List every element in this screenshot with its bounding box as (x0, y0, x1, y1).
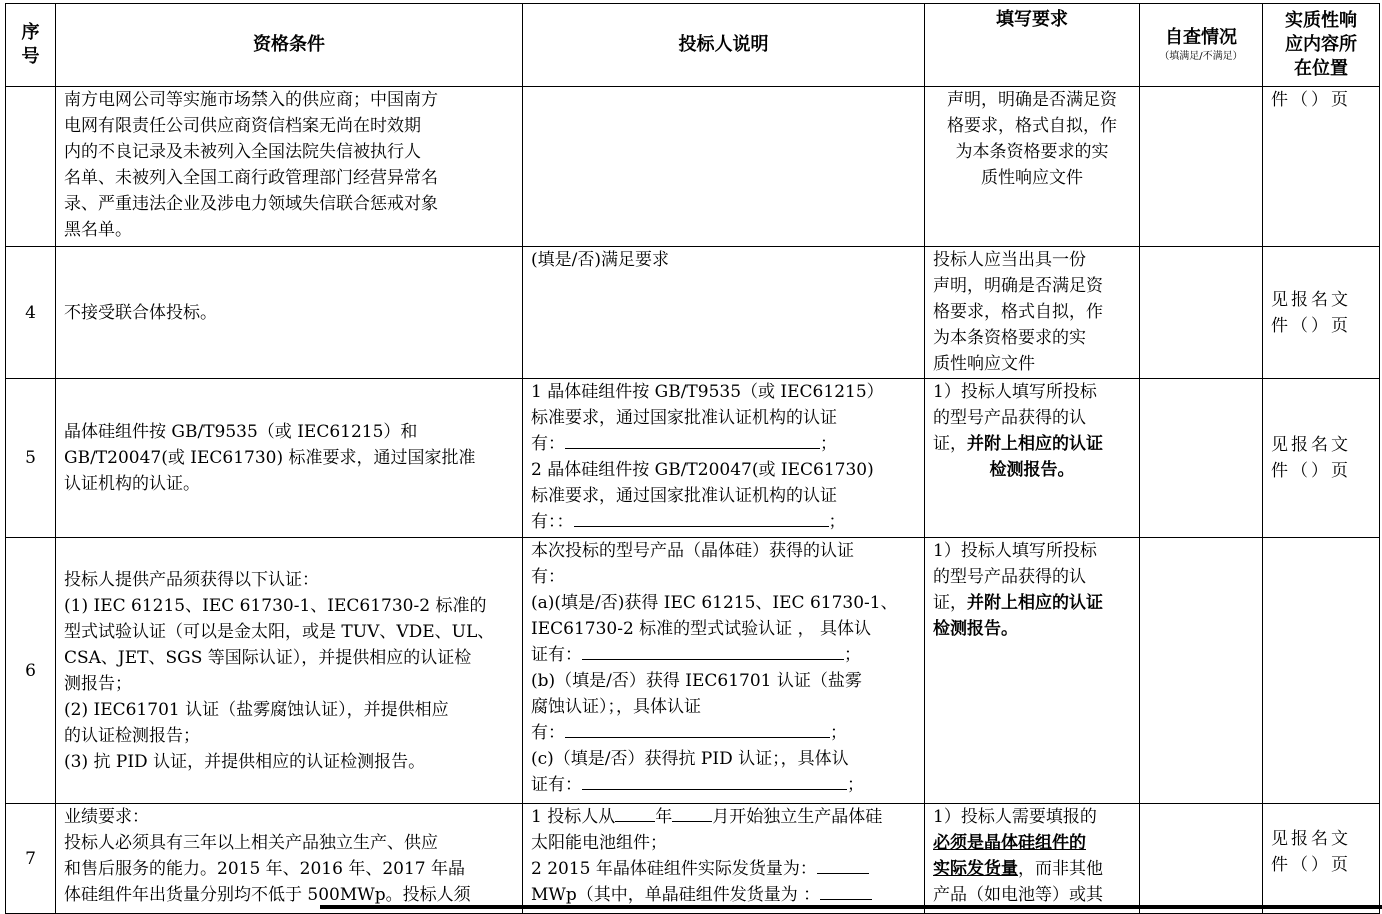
row-fill-requirement: 声明，明确是否满足资 格要求，格式自拟，作 为本条资格要求的实 质性响应文件 (925, 87, 1140, 247)
row-self-check[interactable] (1140, 804, 1263, 914)
blank-field[interactable] (565, 720, 830, 738)
row-condition: 不接受联合体投标。 (56, 247, 523, 379)
header-self-check: 自查情况 （填满足/不满足） (1140, 4, 1263, 87)
row-seq: 4 (6, 247, 56, 379)
table-row (6, 247, 1380, 379)
row-location: 见报名文 件（）页 (1263, 247, 1380, 379)
row-bidder-note[interactable]: 本次投标的型号产品（晶体硅）获得的认证 有： (a)(填是/否)获得 IEC 61215、IEC 61730-1、 IEC61730-2 标准的型式试验认证 ， 具体认 证有： ； (b)（填是/否）获得 IEC61701 认证（盐雾 腐蚀认证）；，具体认证 有： ； (c)（填是/否）获得抗 PID 认证；，具体认 证有： ； (523, 538, 925, 804)
header-self-check-hint: （填满足/不满足） (1159, 51, 1243, 62)
row-seq: 7 (6, 804, 56, 914)
row-seq: 6 (6, 538, 56, 804)
row-self-check[interactable] (1140, 538, 1263, 804)
row-fill-requirement: 1）投标人需要填报的 必须是晶体硅组件的 实际发货量，而非其他 产品（如电池等）或其 (925, 804, 1140, 914)
header-fill-requirement: 填写要求 (925, 4, 1140, 87)
header-bidder-note: 投标人说明 (523, 4, 925, 87)
row-bidder-note[interactable] (523, 87, 925, 247)
row-location (1263, 538, 1380, 804)
row-location: 见报名文 件（）页 (1263, 379, 1380, 538)
table-row (6, 87, 1380, 247)
table-header-row (6, 4, 1380, 87)
row-seq (6, 87, 56, 247)
row-bidder-note[interactable]: 1 投标人从 年 月开始独立生产晶体硅 太阳能电池组件； 2 2015 年晶体硅组件实际发货量为： MWp（其中，单晶硅组件发货量为 ： (523, 804, 925, 914)
row-fill-requirement: 投标人应当出具一份 声明，明确是否满足资 格要求，格式自拟，作 为本条资格要求的实 质性响应文件 (925, 247, 1140, 379)
table-row (6, 379, 1380, 538)
blank-year[interactable] (615, 804, 655, 822)
row-condition: 业绩要求： 投标人必须具有三年以上相关产品独立生产、供应 和售后服务的能力。2015 年、2016 年、2017 年晶 体硅组件年出货量分别均不低于 500MWp。投标人须 (56, 804, 523, 914)
table-row (6, 538, 1380, 804)
header-location: 实质性响 应内容所 在位置 (1263, 4, 1380, 87)
row-fill-requirement: 1）投标人填写所投标 的型号产品获得的认 证，并附上相应的认证 检测报告。 (925, 379, 1140, 538)
table-row (6, 804, 1380, 914)
blank-field[interactable] (582, 772, 847, 790)
row-location: 件（）页 (1263, 87, 1380, 247)
blank-month[interactable] (672, 804, 712, 822)
blank-field[interactable] (565, 431, 820, 449)
row-condition: 南方电网公司等实施市场禁入的供应商；中国南方 电网有限责任公司供应商资信档案无尚在时效期 内的不良记录及未被列入全国法院失信被执行人 名单、未被列入全国工商行政管理部门经营异常名 录、严重违法企业及涉电力领域失信联合惩戒对象 黑名单。 (56, 87, 523, 247)
row-fill-requirement: 1）投标人填写所投标 的型号产品获得的认 证，并附上相应的认证 检测报告。 (925, 538, 1140, 804)
blank-field[interactable] (574, 509, 829, 527)
row-self-check[interactable] (1140, 379, 1263, 538)
row-self-check[interactable] (1140, 87, 1263, 247)
blank-field[interactable] (582, 642, 844, 660)
row-condition: 投标人提供产品须获得以下认证： (1) IEC 61215、IEC 61730-1、IEC61730-2 标准的 型式试验认证（可以是金太阳，或是 TUV、VDE、UL、 CSA、JET、SGS 等国际认证），并提供相应的认证检 测报告； (2) IEC61701 认证（盐雾腐蚀认证），并提供相应 的认证检测报告； (3) 抗 PID 认证，并提供相应的认证检测报告。 (56, 538, 523, 804)
row-condition: 晶体硅组件按 GB/T9535（或 IEC61215）和 GB/T20047(或 IEC61730) 标准要求，通过国家批准 认证机构的认证。 (56, 379, 523, 538)
row-location: 见报名文 件（）页 (1263, 804, 1380, 914)
blank-field[interactable] (820, 882, 872, 900)
header-seq: 序 号 (6, 4, 56, 87)
header-qualification: 资格条件 (56, 4, 523, 87)
qualification-table (5, 3, 1380, 914)
page-bottom-bar (320, 905, 1382, 909)
row-bidder-note[interactable]: 1 晶体硅组件按 GB/T9535（或 IEC61215） 标准要求，通过国家批准认证机构的认证 有： ； 2 晶体硅组件按 GB/T20047(或 IEC61730) 标准要求，通过国家批准认证机构的认证 有：： ； (523, 379, 925, 538)
row-self-check[interactable] (1140, 247, 1263, 379)
row-bidder-note[interactable]: (填是/否)满足要求 (523, 247, 925, 379)
blank-field[interactable] (817, 856, 869, 874)
row-seq: 5 (6, 379, 56, 538)
